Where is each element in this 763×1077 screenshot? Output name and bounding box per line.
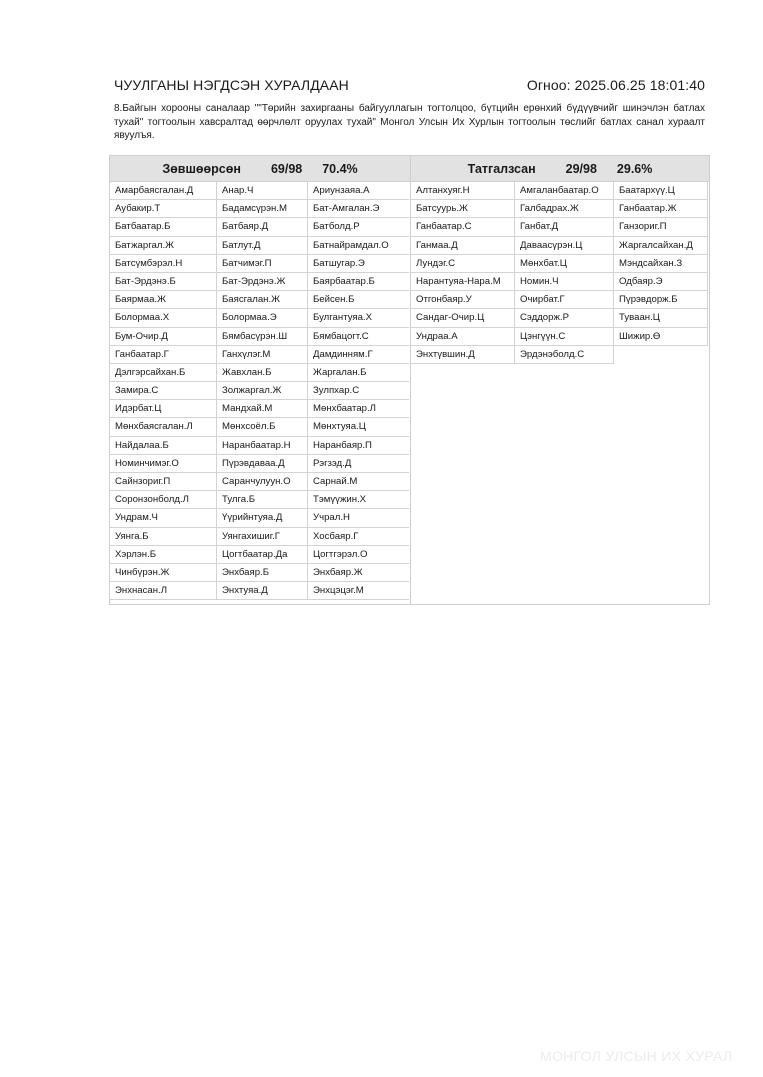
member-name-cell: Дэлгэрсайхан.Б bbox=[110, 364, 217, 382]
member-name-cell: Баярмаа.Ж bbox=[110, 291, 217, 309]
member-name-cell: Хосбаяр.Г bbox=[308, 528, 409, 546]
member-name-cell: Батболд.Р bbox=[308, 218, 409, 236]
member-name-cell: Мөнхтуяа.Ц bbox=[308, 418, 409, 436]
approved-label: Зөвшөөрсөн bbox=[162, 161, 241, 176]
member-name-cell: Энхцэцэг.М bbox=[308, 582, 409, 600]
member-name-cell: Мөнхбаясгалан.Л bbox=[110, 418, 217, 436]
member-name-cell: Ганмаа.Д bbox=[411, 237, 515, 255]
member-name-cell: Шижир.Ө bbox=[614, 328, 708, 346]
member-name-cell: Одбаяр.Э bbox=[614, 273, 708, 291]
member-name-cell: Идэрбат.Ц bbox=[110, 400, 217, 418]
member-name-cell: Болормаа.Х bbox=[110, 309, 217, 327]
member-name-cell: Батнайрамдал.О bbox=[308, 237, 409, 255]
member-name-cell: Батжаргал.Ж bbox=[110, 237, 217, 255]
member-name-cell: Сарнай.М bbox=[308, 473, 409, 491]
session-title: ЧУУЛГАНЫ НЭГДСЭН ХУРАЛДААН bbox=[114, 77, 349, 93]
member-name-cell: Энхтүвшин.Д bbox=[411, 346, 515, 364]
member-name-cell: Жавхлан.Б bbox=[217, 364, 308, 382]
member-name-cell: Сандаг-Очир.Ц bbox=[411, 309, 515, 327]
member-name-cell: Бейсен.Б bbox=[308, 291, 409, 309]
member-name-cell: Ундрам.Ч bbox=[110, 509, 217, 527]
member-name-cell: Бямбацогт.С bbox=[308, 328, 409, 346]
member-name-cell: Батбаяр.Д bbox=[217, 218, 308, 236]
member-name-cell: Ундраа.А bbox=[411, 328, 515, 346]
member-name-cell: Мэндсайхан.З bbox=[614, 255, 708, 273]
member-name-cell: Саранчулуун.О bbox=[217, 473, 308, 491]
watermark: МОНГОЛ УЛСЫН ИХ ХУРАЛ bbox=[540, 1048, 733, 1064]
member-name-cell: Лундэг.С bbox=[411, 255, 515, 273]
member-name-cell: Цогтгэрэл.О bbox=[308, 546, 409, 564]
member-name-cell: Очирбат.Г bbox=[515, 291, 614, 309]
member-name-cell: Энхбаяр.Ж bbox=[308, 564, 409, 582]
member-name-cell: Уянгахишиг.Г bbox=[217, 528, 308, 546]
member-name-cell: Мөнхбат.Ц bbox=[515, 255, 614, 273]
vote-description: 8.Байгын хорооны саналаар ""Төрийн захиргааны байгууллагын тогтолцоо, бүтцийн ерөнхий бүдүүвчийг шинэчлэн батлах тухай" тогтоолын хавсралтад өөрчлөлт оруулах тухай" Монгол Улсын Их Хурлын тогтоолын төслийг батлах санал хураалт явуулъя. bbox=[114, 103, 705, 141]
member-name-cell: Даваасүрэн.Ц bbox=[515, 237, 614, 255]
member-name-cell: Батлут.Д bbox=[217, 237, 308, 255]
member-name-cell: Ганхүлэг.М bbox=[217, 346, 308, 364]
member-name-cell: Мандхай.М bbox=[217, 400, 308, 418]
member-name-cell: Амгаланбаатар.О bbox=[515, 182, 614, 200]
member-name-cell: Бат-Амгалан.Э bbox=[308, 200, 409, 218]
approved-names-grid bbox=[110, 182, 410, 600]
member-name-cell: Золжаргал.Ж bbox=[217, 382, 308, 400]
member-name-cell: Дамдинням.Г bbox=[308, 346, 409, 364]
member-name-cell: Энхтуяа.Д bbox=[217, 582, 308, 600]
member-name-cell: Бадамсүрэн.М bbox=[217, 200, 308, 218]
member-name-cell: Бум-Очир.Д bbox=[110, 328, 217, 346]
member-name-cell: Соронзонболд.Л bbox=[110, 491, 217, 509]
member-name-cell: Амарбаясгалан.Д bbox=[110, 182, 217, 200]
member-name-cell: Бямбасүрэн.Ш bbox=[217, 328, 308, 346]
approved-count: 69/98 bbox=[270, 161, 303, 176]
member-name-cell: Үүрийнтуяа.Д bbox=[217, 509, 308, 527]
approved-panel bbox=[109, 155, 411, 605]
member-name-cell: Сайнзориг.П bbox=[110, 473, 217, 491]
member-name-cell: Уянга.Б bbox=[110, 528, 217, 546]
member-name-cell: Баатархүү.Ц bbox=[614, 182, 708, 200]
member-name-cell: Болормаа.Э bbox=[217, 309, 308, 327]
member-name-cell: Аубакир.Т bbox=[110, 200, 217, 218]
member-name-cell: Булгантуяа.Х bbox=[308, 309, 409, 327]
member-name-cell: Бат-Эрдэнэ.Б bbox=[110, 273, 217, 291]
rejected-count: 29/98 bbox=[565, 161, 597, 176]
member-name-cell: Мөнхбаатар.Л bbox=[308, 400, 409, 418]
approved-header bbox=[110, 156, 410, 182]
member-name-cell: Рэгзэд.Д bbox=[308, 455, 409, 473]
approved-percent: 70.4% bbox=[322, 161, 358, 176]
member-name-cell: Ганбаатар.С bbox=[411, 218, 515, 236]
member-name-cell: Сэддорж.Р bbox=[515, 309, 614, 327]
member-name-cell: Анар.Ч bbox=[217, 182, 308, 200]
member-name-cell: Бат-Эрдэнэ.Ж bbox=[217, 273, 308, 291]
member-name-cell: Отгонбаяр.У bbox=[411, 291, 515, 309]
member-name-cell: Батбаатар.Б bbox=[110, 218, 217, 236]
member-name-cell: Найдалаа.Б bbox=[110, 437, 217, 455]
member-name-cell: Учрал.Н bbox=[308, 509, 409, 527]
page-header bbox=[114, 77, 705, 93]
member-name-cell: Туваан.Ц bbox=[614, 309, 708, 327]
member-name-cell: Тулга.Б bbox=[217, 491, 308, 509]
member-name-cell: Номинчимэг.О bbox=[110, 455, 217, 473]
member-name-cell: Пүрэвдаваа.Д bbox=[217, 455, 308, 473]
rejected-label: Татгалзсан bbox=[467, 161, 536, 176]
member-name-cell: Батшугар.Э bbox=[308, 255, 409, 273]
member-name-cell: Ганбаатар.Г bbox=[110, 346, 217, 364]
member-name-cell: Жаргалан.Б bbox=[308, 364, 409, 382]
member-name-cell: Энхнасан.Л bbox=[110, 582, 217, 600]
member-name-cell: Ариунзаяа.А bbox=[308, 182, 409, 200]
member-name-cell: Чинбүрэн.Ж bbox=[110, 564, 217, 582]
member-name-cell: Ганбаатар.Ж bbox=[614, 200, 708, 218]
member-name-cell: Батсуурь.Ж bbox=[411, 200, 515, 218]
member-name-cell: Галбадрах.Ж bbox=[515, 200, 614, 218]
member-name-cell: Батчимэг.П bbox=[217, 255, 308, 273]
member-name-cell: Ганбат.Д bbox=[515, 218, 614, 236]
member-name-cell: Цэнгүүн.С bbox=[515, 328, 614, 346]
member-name-cell: Хэрлэн.Б bbox=[110, 546, 217, 564]
member-name-cell: Пүрэвдорж.Б bbox=[614, 291, 708, 309]
member-name-cell: Мөнхсоёл.Б bbox=[217, 418, 308, 436]
member-name-cell: Тэмүүжин.Х bbox=[308, 491, 409, 509]
member-name-cell: Замира.С bbox=[110, 382, 217, 400]
rejected-header bbox=[411, 156, 709, 182]
member-name-cell: Ганзориг.П bbox=[614, 218, 708, 236]
member-name-cell: Баясгалан.Ж bbox=[217, 291, 308, 309]
member-name-cell: Эрдэнэболд.С bbox=[515, 346, 614, 364]
member-name-cell: Зулпхар.С bbox=[308, 382, 409, 400]
member-name-cell: Алтанхуяг.Н bbox=[411, 182, 515, 200]
rejected-percent: 29.6% bbox=[616, 161, 653, 176]
member-name-cell: Батсүмбэрэл.Н bbox=[110, 255, 217, 273]
member-name-cell: Энхбаяр.Б bbox=[217, 564, 308, 582]
rejected-panel bbox=[410, 155, 710, 605]
member-name-cell: Наранбаяр.П bbox=[308, 437, 409, 455]
member-name-cell: Жаргалсайхан.Д bbox=[614, 237, 708, 255]
member-name-cell: Нарантуяа-Нара.М bbox=[411, 273, 515, 291]
member-name-cell: Цогтбаатар.Да bbox=[217, 546, 308, 564]
member-name-cell: Баярбаатар.Б bbox=[308, 273, 409, 291]
member-name-cell: Наранбаатар.Н bbox=[217, 437, 308, 455]
session-date: Огноо: 2025.06.25 18:01:40 bbox=[526, 77, 705, 93]
member-name-cell: Номин.Ч bbox=[515, 273, 614, 291]
rejected-names-grid bbox=[411, 182, 709, 364]
